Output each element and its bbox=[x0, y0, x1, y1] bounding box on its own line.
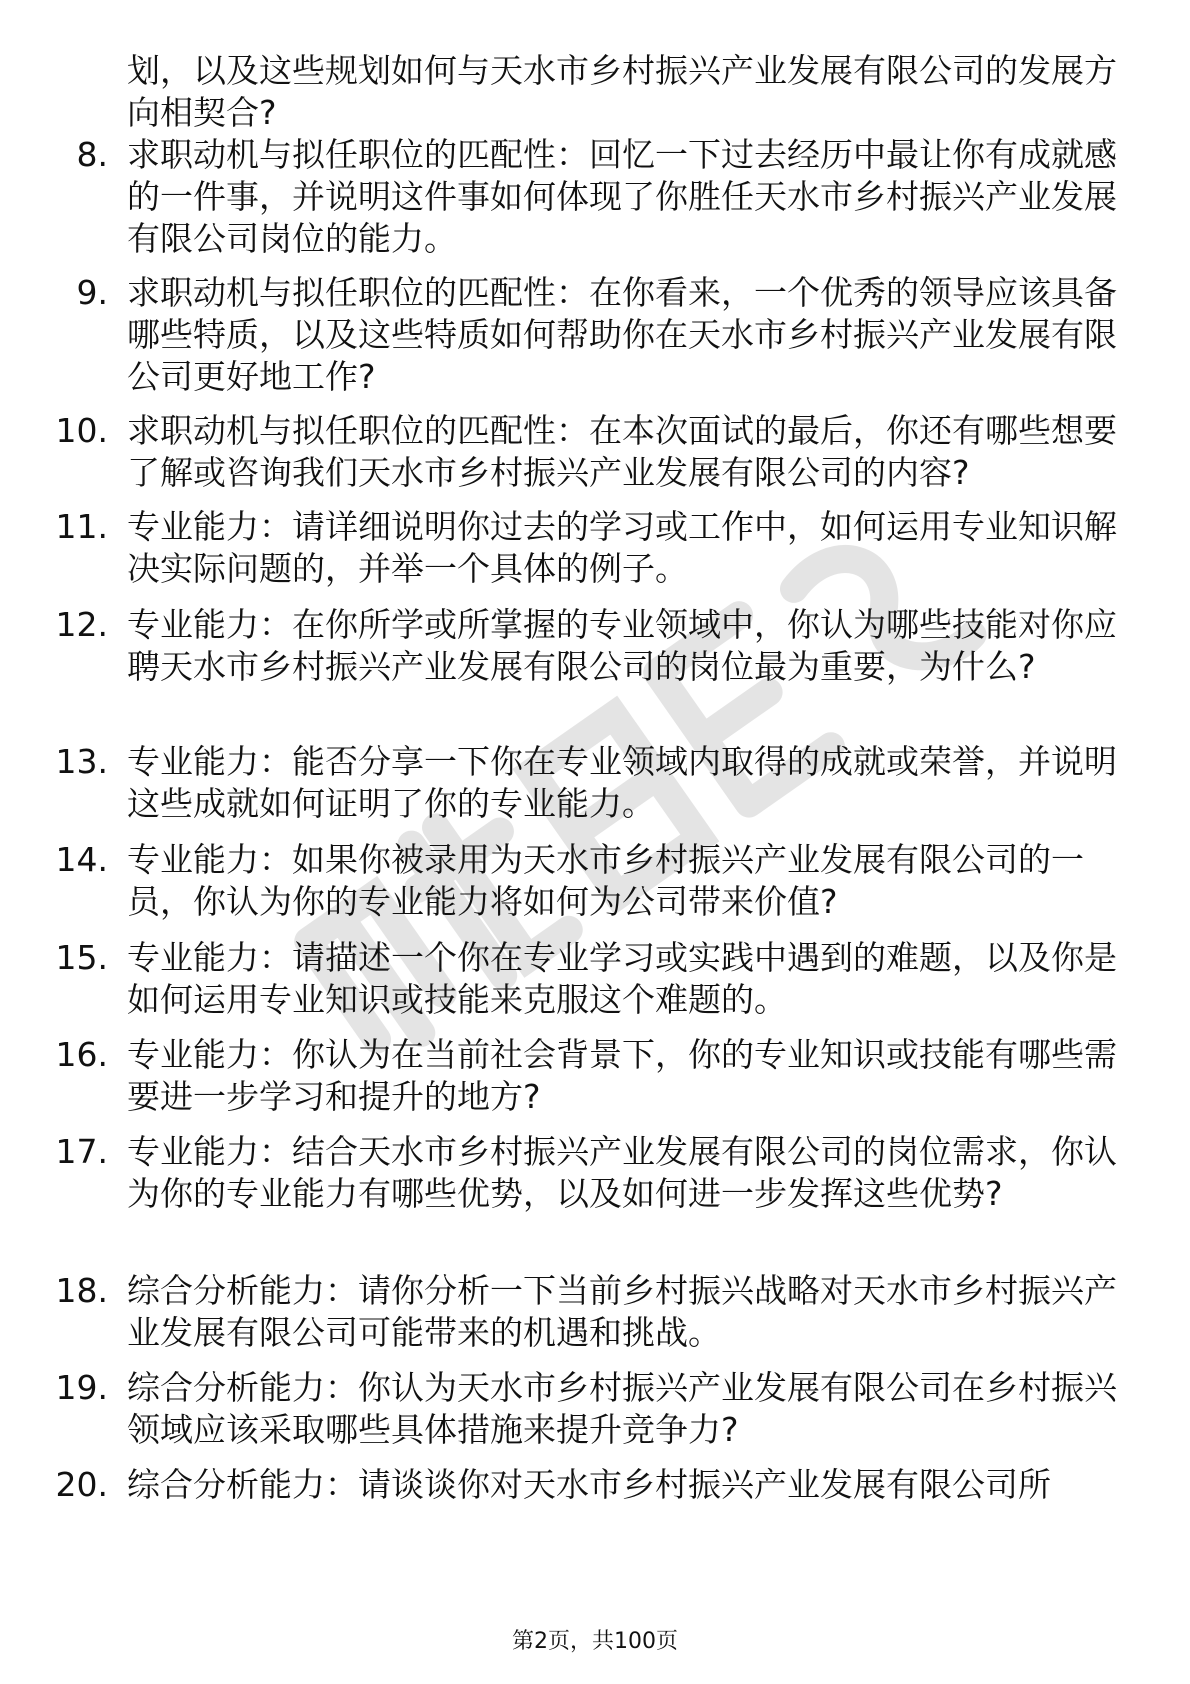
item-number: 19. bbox=[55, 1368, 108, 1407]
item-number: 9. bbox=[76, 273, 108, 312]
item-number: 20. bbox=[55, 1465, 108, 1504]
question-text: 综合分析能力：请你分析一下当前乡村振兴战略对天水市乡村振兴产业发展有限公司可能带来的机遇和挑战。 bbox=[127, 1271, 1117, 1352]
question-text: 专业能力：在你所学或所掌握的专业领域中，你认为哪些技能对你应聘天水市乡村振兴产业发展有限公司的岗位最为重要，为什么? bbox=[127, 605, 1117, 686]
continued-paragraph: 划，以及这些规划如何与天水市乡村振兴产业发展有限公司的发展方向相契合? bbox=[127, 51, 1117, 132]
item-number: 12. bbox=[55, 605, 108, 644]
item-number: 17. bbox=[55, 1132, 108, 1171]
question-text: 综合分析能力：请谈谈你对天水市乡村振兴产业发展有限公司所 bbox=[127, 1465, 1051, 1504]
question-text: 专业能力：请详细说明你过去的学习或工作中，如何运用专业知识解决实际问题的，并举一个具体的例子。 bbox=[127, 507, 1117, 588]
item-number: 16. bbox=[55, 1035, 108, 1074]
item-number: 15. bbox=[55, 938, 108, 977]
question-text: 求职动机与拟任职位的匹配性：在本次面试的最后，你还有哪些想要了解或咨询我们天水市乡村振兴产业发展有限公司的内容? bbox=[127, 411, 1117, 492]
question-text: 综合分析能力：你认为天水市乡村振兴产业发展有限公司在乡村振兴领域应该采取哪些具体措施来提升竞争力? bbox=[127, 1368, 1117, 1449]
question-text: 求职动机与拟任职位的匹配性：在你看来，一个优秀的领导应该具备哪些特质，以及这些特质如何帮助你在天水市乡村振兴产业发展有限公司更好地工作? bbox=[127, 273, 1117, 396]
page-footer: 第2页，共100页 bbox=[512, 1629, 678, 1654]
item-number: 18. bbox=[55, 1271, 108, 1310]
question-text: 专业能力：能否分享一下你在专业领域内取得的成就或荣誉，并说明这些成就如何证明了你的专业能力。 bbox=[127, 742, 1117, 823]
item-number: 10. bbox=[55, 411, 108, 450]
item-number: 13. bbox=[55, 742, 108, 781]
question-text: 专业能力：如果你被录用为天水市乡村振兴产业发展有限公司的一员，你认为你的专业能力将如何为公司带来价值? bbox=[127, 840, 1084, 921]
question-text: 专业能力：你认为在当前社会背景下，你的专业知识或技能有哪些需要进一步学习和提升的地方? bbox=[127, 1035, 1117, 1116]
question-text: 专业能力：结合天水市乡村振兴产业发展有限公司的岗位需求，你认为你的专业能力有哪些优势，以及如何进一步发挥这些优势? bbox=[127, 1132, 1117, 1213]
item-number: 11. bbox=[55, 507, 108, 546]
item-number: 14. bbox=[55, 840, 108, 879]
question-text: 专业能力：请描述一个你在专业学习或实践中遇到的难题，以及你是如何运用专业知识或技能来克服这个难题的。 bbox=[127, 938, 1117, 1019]
question-text: 求职动机与拟任职位的匹配性：回忆一下过去经历中最让你有成就感的一件事，并说明这件事如何体现了你胜任天水市乡村振兴产业发展有限公司岗位的能力。 bbox=[127, 135, 1117, 258]
item-number: 8. bbox=[76, 135, 108, 174]
